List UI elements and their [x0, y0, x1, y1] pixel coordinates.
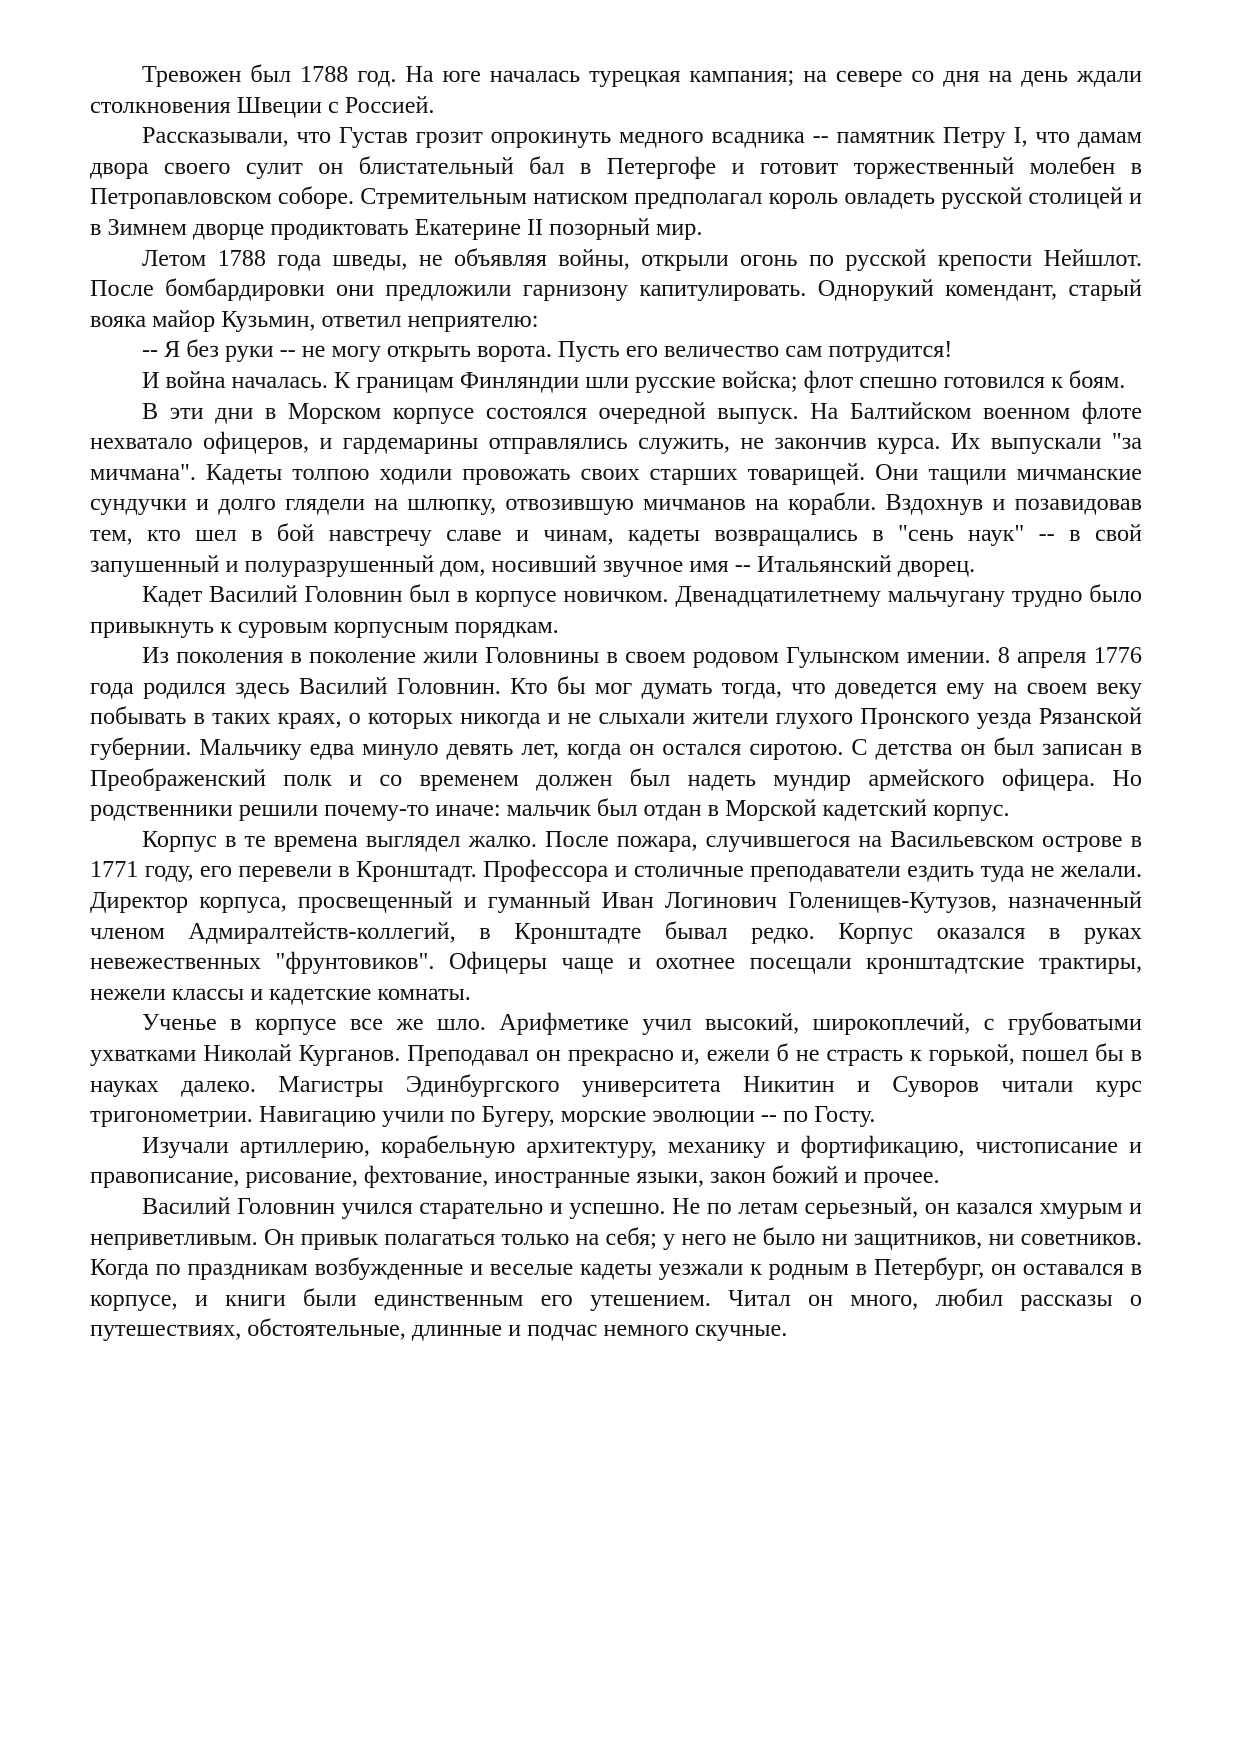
- paragraph-7: Кадет Василий Головнин был в корпусе новичком. Двенадцатилетнему мальчугану трудно было привыкнуть к суровым корпусным порядкам.: [90, 581, 1142, 639]
- paragraph-1: Тревожен был 1788 год. На юге началась турецкая кампания; на севере со дня на день ждали столкновения Швеции с Россией.: [90, 61, 1142, 119]
- paragraph-12: Василий Головнин учился старательно и успешно. Не по летам серьезный, он казался хмурым и неприветливым. Он привык полагаться только на себя; у него не было ни защитников, ни советников. Когда по праздникам возбужденные и веселые кадеты уезжали к родным в Петербург, он оставался в корпусе, и книги были единственным его утешением. Читал он много, любил рассказы о путешествиях, обстоятельные, длинные и подчас немного скучные.: [90, 1192, 1142, 1343]
- paragraph-6: В эти дни в Морском корпусе состоялся очередной выпуск. На Балтийском военном флоте нехватало офицеров, и гардемарины отправлялись служить, не закончив курса. Их выпускали "за мичмана". Кадеты толпою ходили провожать своих старших товарищей. Они тащили мичманские сундучки и долго глядели на шлюпку, отвозившую мичманов на корабли. Вздохнув и позавидовав тем, кто шел в бой навстречу славе и чинам, кадеты возвращались в "сень наук" -- в свой запушенный и полуразрушенный дом, носивший звучное имя -- Итальянский дворец.: [90, 397, 1142, 578]
- paragraph-9: Корпус в те времена выглядел жалко. После пожара, случившегося на Васильевском острове в 1771 году, его перевели в Кронштадт. Профессора и столичные преподаватели ездить туда не желали. Директор корпуса, просвещенный и гуманный Иван Логинович Голенищев-Кутузов, назначенный членом Адмиралтейств-коллегий, в Кронштадте бывал редко. Корпус оказался в руках невежественных "фрунтовиков". Офицеры чаще и охотнее посещали кронштадтские трактиры, нежели классы и кадетские комнаты.: [90, 825, 1142, 1006]
- paragraph-5: И война началась. К границам Финляндии шли русские войска; флот спешно готовился к боям.: [142, 366, 1126, 394]
- paragraph-2: Рассказывали, что Густав грозит опрокинуть медного всадника -- памятник Петру I, что дамам двора своего сулит он блистательный бал в Петергофе и готовит торжественный молебен в Петропавловском соборе. Стремительным натиском предполагал король овладеть русской столицей и в Зимнем дворце продиктовать Екатерине II позорный мир.: [90, 122, 1142, 241]
- paragraph-3: Летом 1788 года шведы, не объявляя войны, открыли огонь по русской крепости Нейшлот. После бомбардировки они предложили гарнизону капитулировать. Однорукий комендант, старый вояка майор Кузьмин, ответил неприятелю:: [90, 244, 1142, 333]
- paragraph-11: Изучали артиллерию, корабельную архитектуру, механику и фортификацию, чистописание и правописание, рисование, фехтование, иностранные языки, закон божий и прочее.: [90, 1131, 1142, 1190]
- body-text: [90, 60, 1142, 1345]
- paragraph-10: Ученье в корпусе все же шло. Арифметике учил высокий, широкоплечий, с грубоватыми ухватками Николай Курганов. Преподавал он прекрасно и, ежели б не страсть к горькой, пошел бы в науках далеко. Магистры Эдинбургского университета Никитин и Суворов читали курс тригонометрии. Навигацию учили по Бугеру, морские эволюции -- по Госту.: [90, 1009, 1142, 1129]
- paragraph-8: Из поколения в поколение жили Головнины в своем родовом Гулынском имении. 8 апреля 1776 года родился здесь Василий Головнин. Кто бы мог думать тогда, что доведется ему на своем веку побывать в таких краях, о которых никогда и не слыхали жители глухого Пронского уезда Рязанской губернии. Мальчику едва минуло девять лет, когда он остался сиротою. С детства он был записан в Преображенский полк и со временем должен был надеть мундир армейского офицера. Но родственники решили почему-то иначе: мальчик был отдан в Морской кадетский корпус.: [90, 642, 1142, 823]
- paragraph-4-dialogue: -- Я без руки -- не могу открыть ворота. Пусть его величество сам потрудится!: [142, 336, 953, 364]
